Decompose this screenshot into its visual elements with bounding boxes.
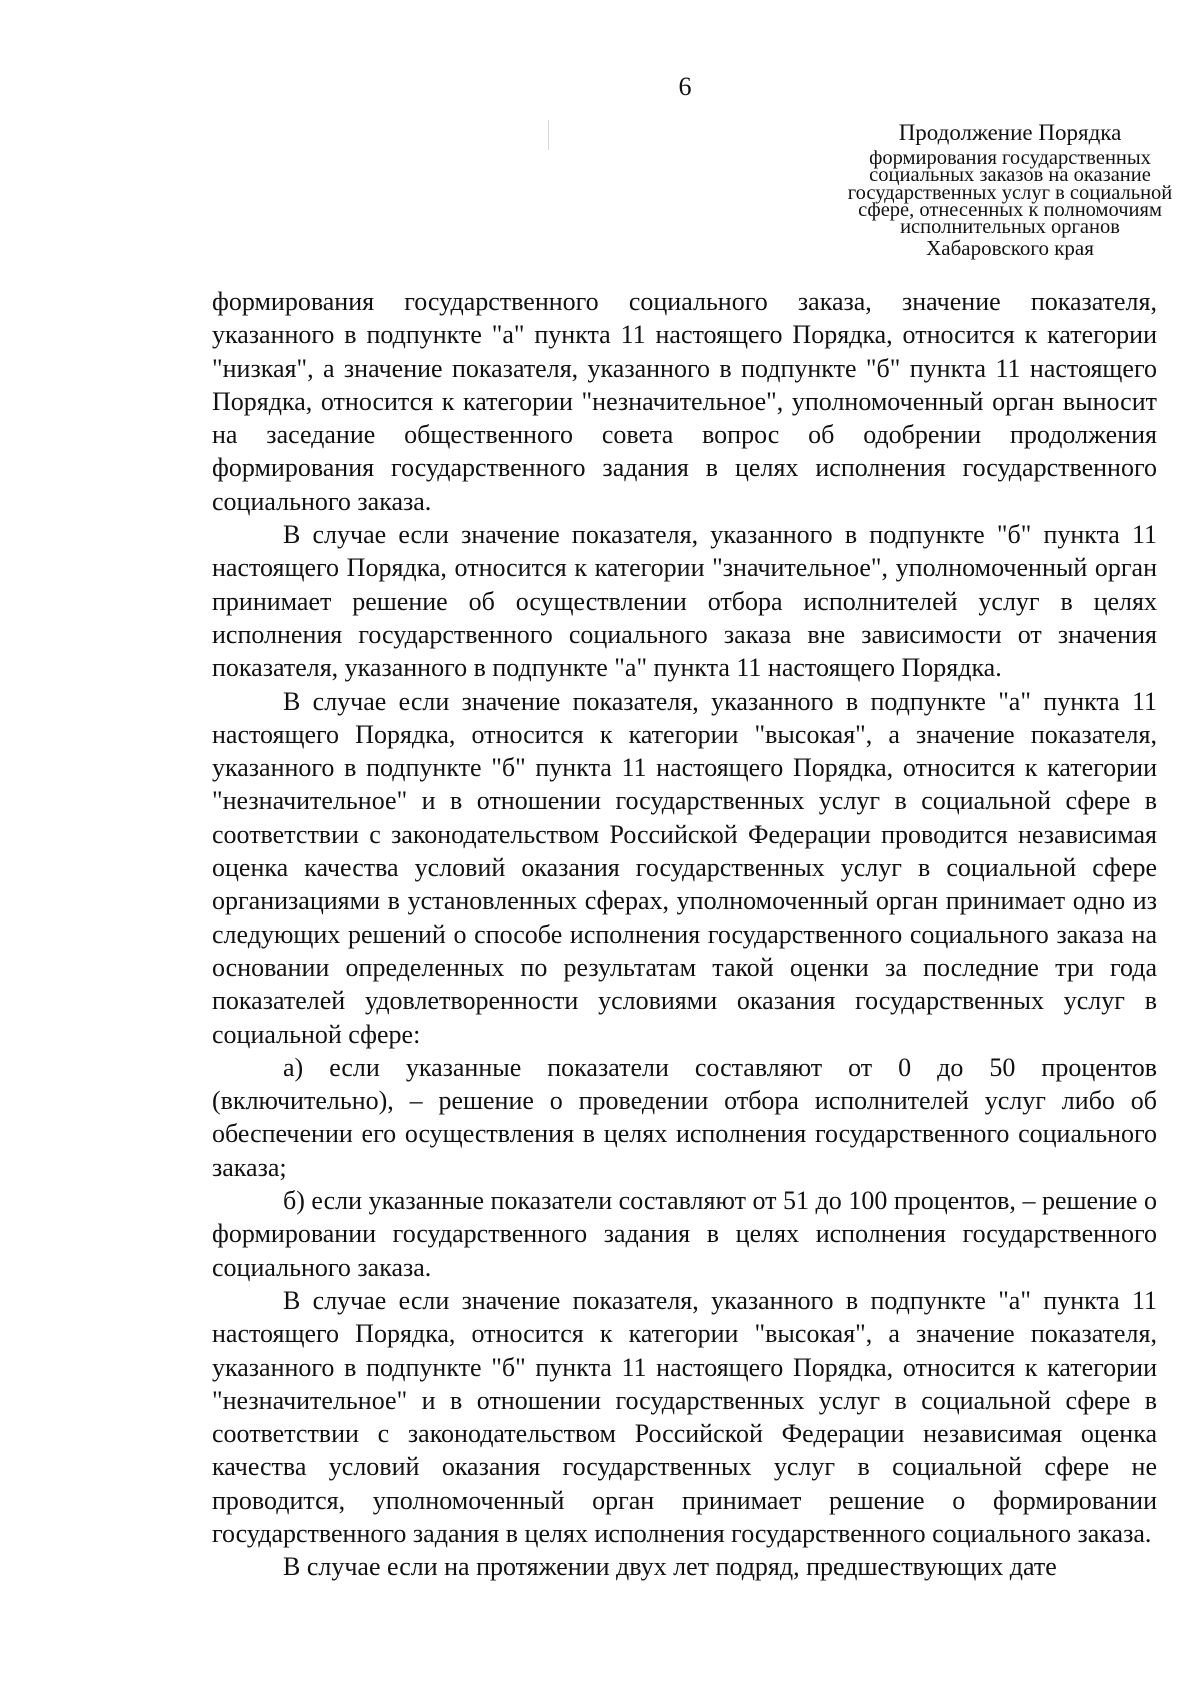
header-line: государственных услуг в социальной: [847, 181, 1173, 204]
document-body: [212, 285, 1157, 1584]
header-line: сфере, отнесенных к полномочиям: [858, 198, 1162, 221]
paragraph: В случае если значение показателя, указанного в подпункте "а" пункта 11 настоящего Порядка, относится к категории "высокая", а значение показателя, указанного в подпункте "б" пункта 11 настоящего Порядка, относится к категории "незначительное" и в отношении государственных услуг в социальной сфере в соответствии с законодательством Российской Федерации проводится независимая оценка качества условий оказания государственных услуг в социальной сфере организациями в установленных сферах, уполномоченный орган принимает одно из следующих решений о способе исполнения государственного социального заказа на основании определенных по результатам такой оценки за последние три года показателей удовлетворенности условиями оказания государственных услуг в социальной сфере:: [212, 686, 1157, 1049]
paragraph: формирования государственного социального заказа, значение показателя, указанного в подпункте "а" пункта 11 настоящего Порядка, относится к категории "низкая", а значение показателя, указанного в подпункте "б" пункта 11 настоящего Порядка, относится к категории "незначительное", уполномоченный орган выносит на заседание общественного совета вопрос об одобрении продолжения формирования государственного задания в целях исполнения государственного социального заказа.: [212, 287, 1157, 516]
paragraph: В случае если значение показателя, указанного в подпункте "б" пункта 11 настоящего Порядка, относится к категории "значительное", уполномоченный орган принимает решение об осуществлении отбора исполнителей услуг в целях исполнения государственного социального заказа вне зависимости от значения показателя, указанного в подпункте "а" пункта 11 настоящего Порядка.: [212, 520, 1157, 683]
scan-artifact-line: [548, 120, 549, 150]
list-item-a: а) если указанные показатели составляют от 0 до 50 процентов (включительно), – решение о проведении отбора исполнителей услуг либо об обеспечении его осуществления в целях исполнения государственного социального заказа;: [212, 1052, 1157, 1182]
header-line: исполнительных органов: [900, 216, 1120, 239]
header-line: формирования государственных: [869, 147, 1151, 169]
header-line: Хабаровского края: [926, 236, 1094, 261]
list-item-b: б) если указанные показатели составляют от 51 до 100 процентов, – решение о формировании государственного задания в целях исполнения государственного социального заказа.: [212, 1186, 1157, 1282]
page-number: 6: [678, 72, 692, 101]
paragraph: В случае если значение показателя, указанного в подпункте "а" пункта 11 настоящего Порядка, относится к категории "высокая", а значение показателя, указанного в подпункте "б" пункта 11 настоящего Порядка, относится к категории "незначительное" и в отношении государственных услуг в социальной сфере в соответствии с законодательством Российской Федерации независимая оценка качества условий оказания государственных услуг в социальной сфере не проводится, уполномоченный орган принимает решение о формировании государственного задания в целях исполнения государственного социального заказа.: [212, 1285, 1157, 1548]
header-title: Продолжение Порядка: [898, 120, 1122, 145]
header-line: социальных заказов на оказание: [869, 164, 1151, 187]
document-header: [750, 118, 1200, 260]
paragraph: В случае если на протяжении двух лет подряд, предшествующих дате: [283, 1552, 1057, 1582]
